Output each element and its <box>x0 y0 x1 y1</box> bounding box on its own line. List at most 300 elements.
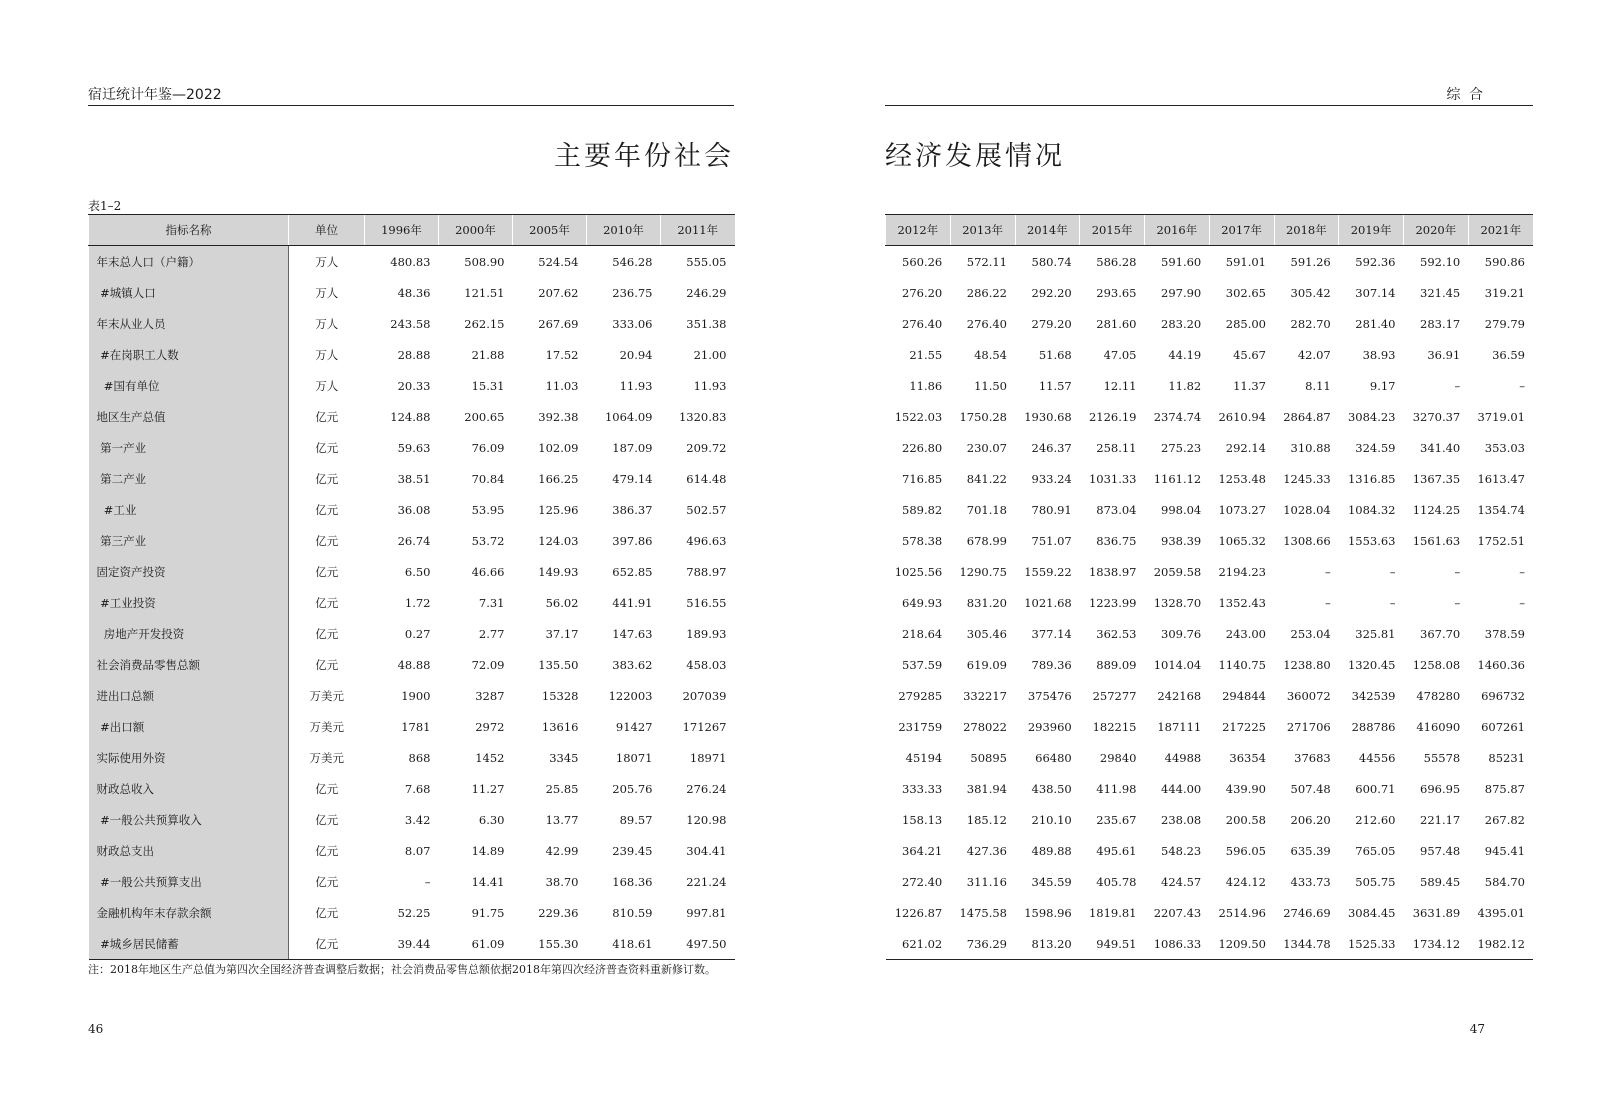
value-cell: 411.98 <box>1096 781 1137 796</box>
value-cell: 1367.35 <box>1412 471 1461 486</box>
value-cell: 1475.58 <box>959 905 1007 920</box>
value-cell: 307.14 <box>1355 285 1396 300</box>
value-cell: 243.00 <box>1225 626 1266 641</box>
value-cell: 124.88 <box>390 409 431 424</box>
value-cell: 120.98 <box>686 812 727 827</box>
value-cell: 478280 <box>1416 688 1461 703</box>
unit-cell: 亿元 <box>315 812 339 827</box>
value-cell: 696732 <box>1481 688 1525 703</box>
unit-cell: 亿元 <box>289 928 365 960</box>
table-row <box>886 463 1534 494</box>
table-row <box>886 277 1534 308</box>
value-cell: 294844 <box>1222 688 1266 703</box>
value-cell: 11.93 <box>693 378 727 393</box>
value-cell: 537.59 <box>902 657 943 672</box>
table-row <box>89 494 735 525</box>
value-cell: 50895 <box>970 750 1007 765</box>
value-cell: 1982.12 <box>1468 928 1533 960</box>
indicator-name-cell: 固定资产投资 <box>89 556 289 587</box>
value-cell: 272.40 <box>902 874 943 889</box>
value-cell: 48.36 <box>397 285 431 300</box>
value-cell: 548.23 <box>1161 843 1202 858</box>
value-cell: 15.31 <box>471 378 505 393</box>
value-cell: 1209.50 <box>1209 928 1274 960</box>
value-cell: 589.45 <box>1420 874 1461 889</box>
value-cell: 76.09 <box>471 440 505 455</box>
value-cell: 2972 <box>475 719 505 734</box>
table-row <box>89 339 735 370</box>
value-cell: 305.46 <box>966 626 1007 641</box>
indicator-name-cell: #一般公共预算支出 <box>89 866 289 897</box>
value-cell: 229.36 <box>538 905 579 920</box>
table-row <box>886 928 1534 960</box>
value-cell: 6.30 <box>478 812 505 827</box>
value-cell: 61.09 <box>439 928 513 960</box>
value-cell: – <box>1389 595 1396 610</box>
value-cell: 3719.01 <box>1477 409 1525 424</box>
value-cell: 200.58 <box>1225 812 1266 827</box>
value-cell: – <box>1325 564 1331 579</box>
right-data-table <box>885 214 1533 960</box>
table-row <box>886 339 1534 370</box>
value-cell: 1253.48 <box>1218 471 1266 486</box>
value-cell: 678.99 <box>966 533 1007 548</box>
table-row <box>886 649 1534 680</box>
value-cell: 48.54 <box>974 347 1007 362</box>
value-cell: 341.40 <box>1420 440 1461 455</box>
indicator-name-cell: 第三产业 <box>89 525 289 556</box>
value-cell: 1352.43 <box>1218 595 1266 610</box>
value-cell: 135.50 <box>538 657 579 672</box>
page-number-left: 46 <box>88 1022 104 1036</box>
value-cell: 91427 <box>615 719 653 734</box>
value-cell: 889.09 <box>1096 657 1137 672</box>
table-row <box>886 804 1534 835</box>
value-cell: 933.24 <box>1031 471 1072 486</box>
table-row <box>886 866 1534 897</box>
value-cell: 36354 <box>1229 750 1266 765</box>
value-cell: 324.59 <box>1355 440 1396 455</box>
value-cell: 502.57 <box>686 502 727 517</box>
value-cell: 592.10 <box>1420 254 1461 269</box>
value-cell: 311.16 <box>966 874 1007 889</box>
value-cell: 1460.36 <box>1477 657 1525 672</box>
value-cell: 7.31 <box>478 595 505 610</box>
table-row <box>886 711 1534 742</box>
indicator-name-cell: 进出口总额 <box>89 680 289 711</box>
header-year: 2014年 <box>1015 215 1080 246</box>
value-cell: 21.55 <box>909 347 943 362</box>
value-cell: 619.09 <box>966 657 1007 672</box>
table-row <box>886 587 1534 618</box>
value-cell: 333.33 <box>902 781 943 796</box>
table-row <box>886 494 1534 525</box>
table-row <box>89 277 735 308</box>
value-cell: 8.11 <box>1305 378 1331 393</box>
indicator-name-cell: 年末总人口（户籍） <box>89 246 289 278</box>
indicator-name-cell: 房地产开发投资 <box>89 618 289 649</box>
unit-cell: 亿元 <box>315 657 339 672</box>
value-cell: 392.38 <box>538 409 579 424</box>
right-table-header-row <box>886 215 1534 246</box>
value-cell: 1140.75 <box>1218 657 1266 672</box>
value-cell: 39.44 <box>365 928 439 960</box>
value-cell: 1752.51 <box>1477 533 1525 548</box>
value-cell: 36.91 <box>1427 347 1461 362</box>
value-cell: 332217 <box>963 688 1007 703</box>
value-cell: 345.59 <box>1031 874 1072 889</box>
value-cell: 275.23 <box>1161 440 1202 455</box>
value-cell: 3084.23 <box>1347 409 1396 424</box>
value-cell: 243.58 <box>390 316 431 331</box>
value-cell: 1086.33 <box>1145 928 1210 960</box>
value-cell: 72.09 <box>471 657 505 672</box>
unit-cell: 亿元 <box>315 874 339 889</box>
table-row <box>886 773 1534 804</box>
value-cell: 1161.12 <box>1153 471 1202 486</box>
value-cell: 89.57 <box>619 812 653 827</box>
table-row <box>89 866 735 897</box>
table-row <box>89 525 735 556</box>
value-cell: 3084.45 <box>1347 905 1396 920</box>
value-cell: 405.78 <box>1096 874 1137 889</box>
value-cell: 13.77 <box>545 812 579 827</box>
value-cell: 1316.85 <box>1347 471 1396 486</box>
value-cell: 20.33 <box>397 378 431 393</box>
value-cell: 418.61 <box>587 928 661 960</box>
value-cell: – <box>1454 378 1461 393</box>
value-cell: 207.62 <box>538 285 579 300</box>
unit-cell: 万美元 <box>309 750 344 765</box>
value-cell: 589.82 <box>902 502 943 517</box>
indicator-name-cell: #国有单位 <box>89 370 289 401</box>
value-cell: 239.45 <box>612 843 653 858</box>
value-cell: 29840 <box>1099 750 1137 765</box>
value-cell: 614.48 <box>686 471 727 486</box>
header-unit: 单位 <box>289 215 365 246</box>
value-cell: 246.29 <box>686 285 727 300</box>
value-cell: 166.25 <box>538 471 579 486</box>
value-cell: 736.29 <box>950 928 1015 960</box>
value-cell: 9.17 <box>1369 378 1396 393</box>
left-table-header-row <box>89 215 735 246</box>
value-cell: 200.65 <box>464 409 505 424</box>
value-cell: 37683 <box>1294 750 1331 765</box>
value-cell: 1452 <box>475 750 505 765</box>
value-cell: 189.93 <box>686 626 727 641</box>
indicator-name-cell: #城镇人口 <box>89 277 289 308</box>
value-cell: 342539 <box>1351 688 1396 703</box>
table-row <box>886 401 1534 432</box>
indicator-name-cell: 年末从业人员 <box>89 308 289 339</box>
value-cell: 591.01 <box>1225 254 1266 269</box>
header-year: 2012年 <box>886 215 951 246</box>
header-year: 2011年 <box>661 215 735 246</box>
value-cell: 416090 <box>1416 719 1461 734</box>
value-cell: 122003 <box>608 688 653 703</box>
indicator-name-cell: #工业 <box>89 494 289 525</box>
table-number: 表1–2 <box>88 199 122 213</box>
value-cell: 21.00 <box>693 347 727 362</box>
value-cell: 495.61 <box>1096 843 1137 858</box>
value-cell: 831.20 <box>966 595 1007 610</box>
title-left-part: 主要年份社会 <box>554 141 734 172</box>
value-cell: 696.95 <box>1420 781 1461 796</box>
value-cell: 185.12 <box>966 812 1007 827</box>
value-cell: 36.59 <box>1492 347 1525 362</box>
indicator-name-cell: 金融机构年末存款余额 <box>89 897 289 928</box>
value-cell: 1.72 <box>404 595 431 610</box>
value-cell: 2059.58 <box>1153 564 1202 579</box>
table-row <box>89 804 735 835</box>
value-cell: 433.73 <box>1290 874 1331 889</box>
table-row <box>89 680 735 711</box>
value-cell: 351.38 <box>686 316 727 331</box>
value-cell: 147.63 <box>612 626 653 641</box>
value-cell: – <box>424 874 431 889</box>
value-cell: 279.79 <box>1484 316 1525 331</box>
value-cell: 765.05 <box>1355 843 1396 858</box>
value-cell: 367.70 <box>1420 626 1461 641</box>
value-cell: 1258.08 <box>1412 657 1461 672</box>
value-cell: 102.09 <box>538 440 579 455</box>
value-cell: 1344.78 <box>1274 928 1339 960</box>
value-cell: 55578 <box>1423 750 1461 765</box>
value-cell: 48.88 <box>397 657 431 672</box>
indicator-name-cell: 地区生产总值 <box>89 401 289 432</box>
header-year: 2017年 <box>1209 215 1274 246</box>
value-cell: 652.85 <box>612 564 653 579</box>
header-year: 2020年 <box>1404 215 1469 246</box>
value-cell: – <box>1454 564 1461 579</box>
value-cell: 36.08 <box>397 502 431 517</box>
value-cell: 44556 <box>1358 750 1396 765</box>
value-cell: 305.42 <box>1290 285 1331 300</box>
value-cell: 37.17 <box>545 626 579 641</box>
value-cell: 997.81 <box>686 905 727 920</box>
value-cell: 210.10 <box>1031 812 1072 827</box>
value-cell: 187.09 <box>612 440 653 455</box>
value-cell: 18971 <box>689 750 727 765</box>
value-cell: 309.76 <box>1161 626 1202 641</box>
value-cell: 6.50 <box>404 564 431 579</box>
value-cell: 383.62 <box>612 657 653 672</box>
header-indicator-name: 指标名称 <box>89 215 289 246</box>
value-cell: 1900 <box>401 688 431 703</box>
value-cell: 53.72 <box>471 533 505 548</box>
value-cell: 1073.27 <box>1218 502 1266 517</box>
value-cell: 938.39 <box>1161 533 1202 548</box>
value-cell: 285.00 <box>1225 316 1266 331</box>
value-cell: 4395.01 <box>1477 905 1525 920</box>
value-cell: 276.20 <box>902 285 943 300</box>
value-cell: 15328 <box>541 688 579 703</box>
indicator-name-cell: 财政总收入 <box>89 773 289 804</box>
value-cell: 1308.66 <box>1283 533 1331 548</box>
value-cell: 91.75 <box>471 905 505 920</box>
header-year: 2013年 <box>950 215 1015 246</box>
value-cell: 42.99 <box>545 843 579 858</box>
indicator-name-cell: 财政总支出 <box>89 835 289 866</box>
header-year: 2021年 <box>1468 215 1533 246</box>
table-row <box>89 432 735 463</box>
value-cell: 121.51 <box>464 285 505 300</box>
value-cell: 377.14 <box>1031 626 1072 641</box>
value-cell: 158.13 <box>902 812 943 827</box>
value-cell: 596.05 <box>1225 843 1266 858</box>
value-cell: – <box>1454 595 1461 610</box>
value-cell: – <box>1519 564 1525 579</box>
value-cell: 1014.04 <box>1153 657 1202 672</box>
unit-cell: 万人 <box>315 378 339 393</box>
left-header-rule <box>88 105 734 106</box>
indicator-name-cell: 社会消费品零售总额 <box>89 649 289 680</box>
value-cell: 279285 <box>898 688 943 703</box>
value-cell: 20.94 <box>619 347 653 362</box>
value-cell: 12.11 <box>1103 378 1137 393</box>
value-cell: 283.20 <box>1161 316 1202 331</box>
value-cell: 44.19 <box>1168 347 1202 362</box>
unit-cell: 万人 <box>315 285 339 300</box>
value-cell: 3.42 <box>404 812 431 827</box>
value-cell: 375476 <box>1027 688 1072 703</box>
value-cell: 46.66 <box>471 564 505 579</box>
value-cell: 546.28 <box>612 254 653 269</box>
table-row <box>89 835 735 866</box>
value-cell: – <box>1389 564 1396 579</box>
value-cell: 424.12 <box>1225 874 1266 889</box>
value-cell: 516.55 <box>686 595 727 610</box>
value-cell: 221.24 <box>686 874 727 889</box>
value-cell: 302.65 <box>1225 285 1266 300</box>
value-cell: 1930.68 <box>1024 409 1072 424</box>
table-row <box>89 742 735 773</box>
table-row <box>886 432 1534 463</box>
value-cell: 319.21 <box>1484 285 1525 300</box>
value-cell: 56.02 <box>545 595 579 610</box>
value-cell: 397.86 <box>612 533 653 548</box>
value-cell: 813.20 <box>1015 928 1080 960</box>
value-cell: 1031.33 <box>1088 471 1137 486</box>
table-footnote: 注：2018年地区生产总值为第四次全国经济普查调整后数据；社会消费品零售总额依据2018年第四次经济普查资料重新修订数。 <box>88 963 716 976</box>
value-cell: 841.22 <box>966 471 1007 486</box>
value-cell: 286.22 <box>966 285 1007 300</box>
value-cell: 267.69 <box>538 316 579 331</box>
value-cell: 524.54 <box>538 254 579 269</box>
table-row <box>886 370 1534 401</box>
value-cell: 635.39 <box>1290 843 1331 858</box>
value-cell: 7.68 <box>404 781 431 796</box>
unit-cell: 亿元 <box>315 440 339 455</box>
value-cell: 1124.25 <box>1412 502 1461 517</box>
value-cell: 607261 <box>1481 719 1525 734</box>
header-year: 2010年 <box>587 215 661 246</box>
value-cell: 236.75 <box>612 285 653 300</box>
value-cell: 360072 <box>1286 688 1331 703</box>
value-cell: 586.28 <box>1096 254 1137 269</box>
value-cell: 578.38 <box>902 533 943 548</box>
value-cell: 590.86 <box>1484 254 1525 269</box>
value-cell: 1522.03 <box>894 409 943 424</box>
header-year: 1996年 <box>365 215 439 246</box>
value-cell: 124.03 <box>538 533 579 548</box>
unit-cell: 万人 <box>315 254 339 269</box>
value-cell: 212.60 <box>1355 812 1396 827</box>
value-cell: 584.70 <box>1484 874 1525 889</box>
indicator-name-cell: 第二产业 <box>89 463 289 494</box>
value-cell: 13616 <box>541 719 579 734</box>
right-header-rule <box>885 105 1533 106</box>
value-cell: 2864.87 <box>1283 409 1331 424</box>
value-cell: 8.07 <box>404 843 431 858</box>
value-cell: 560.26 <box>902 254 943 269</box>
value-cell: 276.24 <box>686 781 727 796</box>
unit-cell: 亿元 <box>315 533 339 548</box>
table-row <box>89 618 735 649</box>
value-cell: 271706 <box>1286 719 1331 734</box>
value-cell: 1819.81 <box>1088 905 1137 920</box>
value-cell: 11.03 <box>545 378 579 393</box>
table-row <box>89 401 735 432</box>
value-cell: 0.27 <box>404 626 431 641</box>
header-year: 2005年 <box>513 215 587 246</box>
unit-cell: 亿元 <box>315 905 339 920</box>
value-cell: 480.83 <box>390 254 431 269</box>
value-cell: 66480 <box>1035 750 1072 765</box>
indicator-name-cell: #城乡居民储蓄 <box>89 928 289 960</box>
unit-cell: 万人 <box>315 316 339 331</box>
value-cell: 297.90 <box>1161 285 1202 300</box>
value-cell: 3270.37 <box>1412 409 1461 424</box>
value-cell: 1290.75 <box>959 564 1007 579</box>
value-cell: 555.05 <box>686 254 727 269</box>
value-cell: 1025.56 <box>894 564 943 579</box>
value-cell: 279.20 <box>1031 316 1072 331</box>
value-cell: 267.82 <box>1484 812 1525 827</box>
value-cell: 789.36 <box>1031 657 1072 672</box>
table-row <box>886 308 1534 339</box>
value-cell: 262.15 <box>464 316 505 331</box>
value-cell: 242168 <box>1157 688 1202 703</box>
value-cell: 206.20 <box>1290 812 1331 827</box>
value-cell: 85231 <box>1488 750 1525 765</box>
value-cell: 1320.83 <box>678 409 727 424</box>
value-cell: 2207.43 <box>1153 905 1202 920</box>
value-cell: 1559.22 <box>1024 564 1072 579</box>
value-cell: 70.84 <box>471 471 505 486</box>
value-cell: 38.70 <box>545 874 579 889</box>
value-cell: 235.67 <box>1096 812 1137 827</box>
value-cell: 1561.63 <box>1412 533 1461 548</box>
value-cell: 221.17 <box>1420 812 1461 827</box>
table-row <box>886 835 1534 866</box>
left-running-header: 宿迁统计年鉴—2022 <box>88 87 222 103</box>
title-right-part: 经济发展情况 <box>885 141 1065 172</box>
value-cell: 1354.74 <box>1477 502 1525 517</box>
value-cell: 507.48 <box>1290 781 1331 796</box>
value-cell: 2194.23 <box>1218 564 1266 579</box>
unit-cell: 亿元 <box>315 409 339 424</box>
value-cell: 438.50 <box>1031 781 1072 796</box>
value-cell: 1734.12 <box>1404 928 1469 960</box>
table-row <box>89 897 735 928</box>
table-row <box>886 742 1534 773</box>
value-cell: 293960 <box>1027 719 1072 734</box>
indicator-name-cell: #在岗职工人数 <box>89 339 289 370</box>
table-row <box>886 556 1534 587</box>
value-cell: 125.96 <box>538 502 579 517</box>
value-cell: 11.27 <box>471 781 505 796</box>
